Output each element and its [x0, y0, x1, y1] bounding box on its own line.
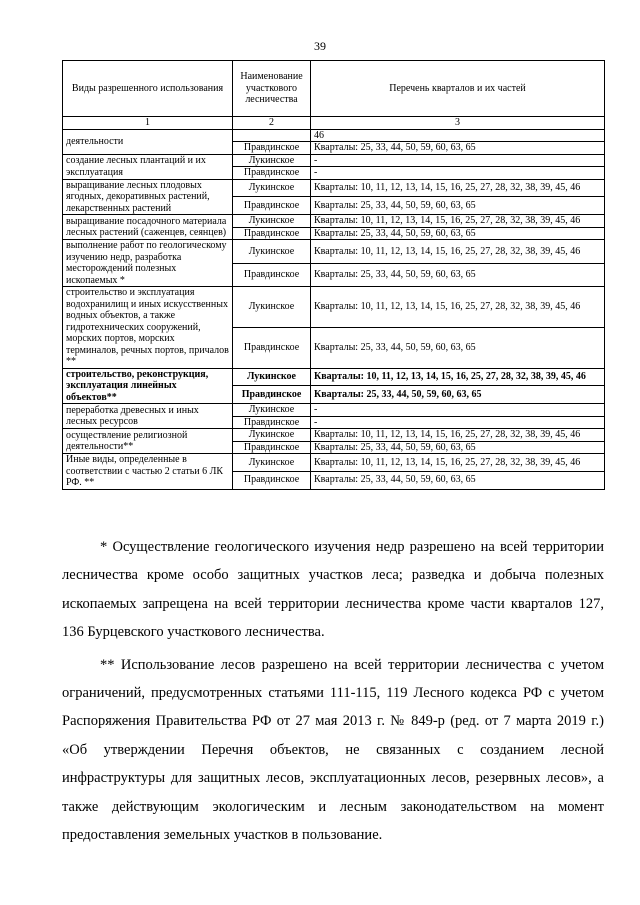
footnotes [62, 533, 604, 849]
quarters-cell: - [311, 416, 605, 429]
header-forestry: Наименование участкового лесничества [233, 61, 311, 117]
usage-kind-cell: выращивание лесных плодовых ягодных, декоративных растений, лекарственных растений [63, 179, 233, 215]
table-row [63, 179, 605, 197]
forestry-cell: Лукинское [233, 287, 311, 328]
usage-kind-cell: выращивание посадочного материала лесных растений (саженцев, сеянцев) [63, 215, 233, 240]
usage-kind-cell: Иные виды, определенные в соответствии с частью 2 статьи 6 ЛК РФ. ** [63, 454, 233, 490]
forestry-cell: Правдинское [233, 142, 311, 155]
footnote-forest-use: ** Использование лесов разрешено на всей территории лесничества с учетом ограничений, предусмотренных статьями 111-115, 119 Лесного кодекса РФ с учетом Распоряжения Правительства РФ от 27 мая 2013 г. № 849-р (ред. от 7 марта 2019 г.) «Об утверждении Перечня объектов, не связанных с созданием лесной инфраструктуры для защитных лесов, эксплуатационных лесов, резервных лесов», а также действующим экологическим и лесным законодательством на момент предоставления земельных участков в пользование. [62, 656, 604, 844]
column-number: 2 [233, 117, 311, 130]
quarters-cell: Кварталы: 25, 33, 44, 50, 59, 60, 63, 65 [311, 197, 605, 215]
header-kind: Виды разрешенного использования [63, 61, 233, 117]
quarters-cell: Кварталы: 10, 11, 12, 13, 14, 15, 16, 25, 27, 28, 32, 38, 39, 45, 46 [311, 454, 605, 472]
quarters-cell: Кварталы: 25, 33, 44, 50, 59, 60, 63, 65 [311, 227, 605, 240]
forestry-cell: Правдинское [233, 416, 311, 429]
forestry-cell: Правдинское [233, 441, 311, 454]
table-row [63, 215, 605, 228]
quarters-cell: Кварталы: 10, 11, 12, 13, 14, 15, 16, 25, 27, 28, 32, 38, 39, 45, 46 [311, 429, 605, 442]
quarters-cell: - [311, 404, 605, 417]
land-use-table [62, 60, 605, 490]
forestry-cell: Лукинское [233, 454, 311, 472]
quarters-cell: - [311, 154, 605, 167]
usage-kind-cell: переработка древесных и иных лесных ресурсов [63, 404, 233, 429]
forestry-cell: Правдинское [233, 227, 311, 240]
quarters-cell: Кварталы: 10, 11, 12, 13, 14, 15, 16, 25, 27, 28, 32, 38, 39, 45, 46 [311, 179, 605, 197]
forestry-cell: Лукинское [233, 429, 311, 442]
quarters-cell: Кварталы: 10, 11, 12, 13, 14, 15, 16, 25, 27, 28, 32, 38, 39, 45, 46 [311, 215, 605, 228]
usage-kind-cell: строительство, реконструкция, эксплуатация линейных объектов** [63, 368, 233, 404]
forestry-cell: Правдинское [233, 263, 311, 287]
table-row [63, 404, 605, 417]
page-number: 39 [314, 39, 326, 53]
forestry-cell: Лукинское [233, 368, 311, 386]
quarters-cell: Кварталы: 25, 33, 44, 50, 59, 60, 63, 65 [311, 441, 605, 454]
quarters-cell: Кварталы: 25, 33, 44, 50, 59, 60, 63, 65 [311, 327, 605, 368]
quarters-cell: Кварталы: 25, 33, 44, 50, 59, 60, 63, 65 [311, 386, 605, 404]
forestry-cell: Правдинское [233, 471, 311, 489]
usage-kind-cell: деятельности [63, 129, 233, 154]
quarters-cell: - [311, 167, 605, 180]
table-row [63, 240, 605, 264]
column-number-row [63, 117, 605, 130]
quarters-cell: Кварталы: 10, 11, 12, 13, 14, 15, 16, 25, 27, 28, 32, 38, 39, 45, 46 [311, 368, 605, 386]
table-row [63, 454, 605, 472]
forestry-cell: Правдинское [233, 167, 311, 180]
quarters-cell: Кварталы: 25, 33, 44, 50, 59, 60, 63, 65 [311, 263, 605, 287]
quarters-cell: Кварталы: 10, 11, 12, 13, 14, 15, 16, 25, 27, 28, 32, 38, 39, 45, 46 [311, 287, 605, 328]
header-quarters: Перечень кварталов и их частей [311, 61, 605, 117]
forestry-cell: Правдинское [233, 386, 311, 404]
forestry-cell [233, 129, 311, 142]
table-row [63, 287, 605, 328]
quarters-cell: Кварталы: 25, 33, 44, 50, 59, 60, 63, 65 [311, 471, 605, 489]
table-row [63, 429, 605, 442]
footnote-geology: * Осуществление геологического изучения недр разрешено на всей территории лесничества кроме особо защитных участков леса; разведка и добыча полезных ископаемых запрещена на всей территории лесничества кроме части кварталов 127, 136 Бурцевского участкового лесничества. [62, 539, 604, 641]
usage-kind-cell: выполнение работ по геологическому изучению недр, разработка месторождений полезных ископаемых * [63, 240, 233, 287]
forestry-cell: Лукинское [233, 179, 311, 197]
table-body [63, 129, 605, 489]
quarters-cell: Кварталы: 25, 33, 44, 50, 59, 60, 63, 65 [311, 142, 605, 155]
column-number: 3 [311, 117, 605, 130]
table-row [63, 154, 605, 167]
forestry-cell: Правдинское [233, 327, 311, 368]
forestry-cell: Лукинское [233, 215, 311, 228]
usage-kind-cell: строительство и эксплуатация водохранилищ и иных искусственных водных объектов, а также гидротехнических сооружений, морских портов, морских терминалов, речных портов, причалов ** [63, 287, 233, 369]
table-row [63, 129, 605, 142]
forestry-cell: Лукинское [233, 154, 311, 167]
usage-kind-cell: создание лесных плантаций и их эксплуатация [63, 154, 233, 179]
table-header-row [63, 61, 605, 117]
quarters-cell: Кварталы: 10, 11, 12, 13, 14, 15, 16, 25, 27, 28, 32, 38, 39, 45, 46 [311, 240, 605, 264]
usage-kind-cell: осуществление религиозной деятельности** [63, 429, 233, 454]
forestry-cell: Лукинское [233, 404, 311, 417]
forestry-cell: Лукинское [233, 240, 311, 264]
table-row [63, 368, 605, 386]
quarters-cell: 46 [311, 129, 605, 142]
column-number: 1 [63, 117, 233, 130]
forestry-cell: Правдинское [233, 197, 311, 215]
